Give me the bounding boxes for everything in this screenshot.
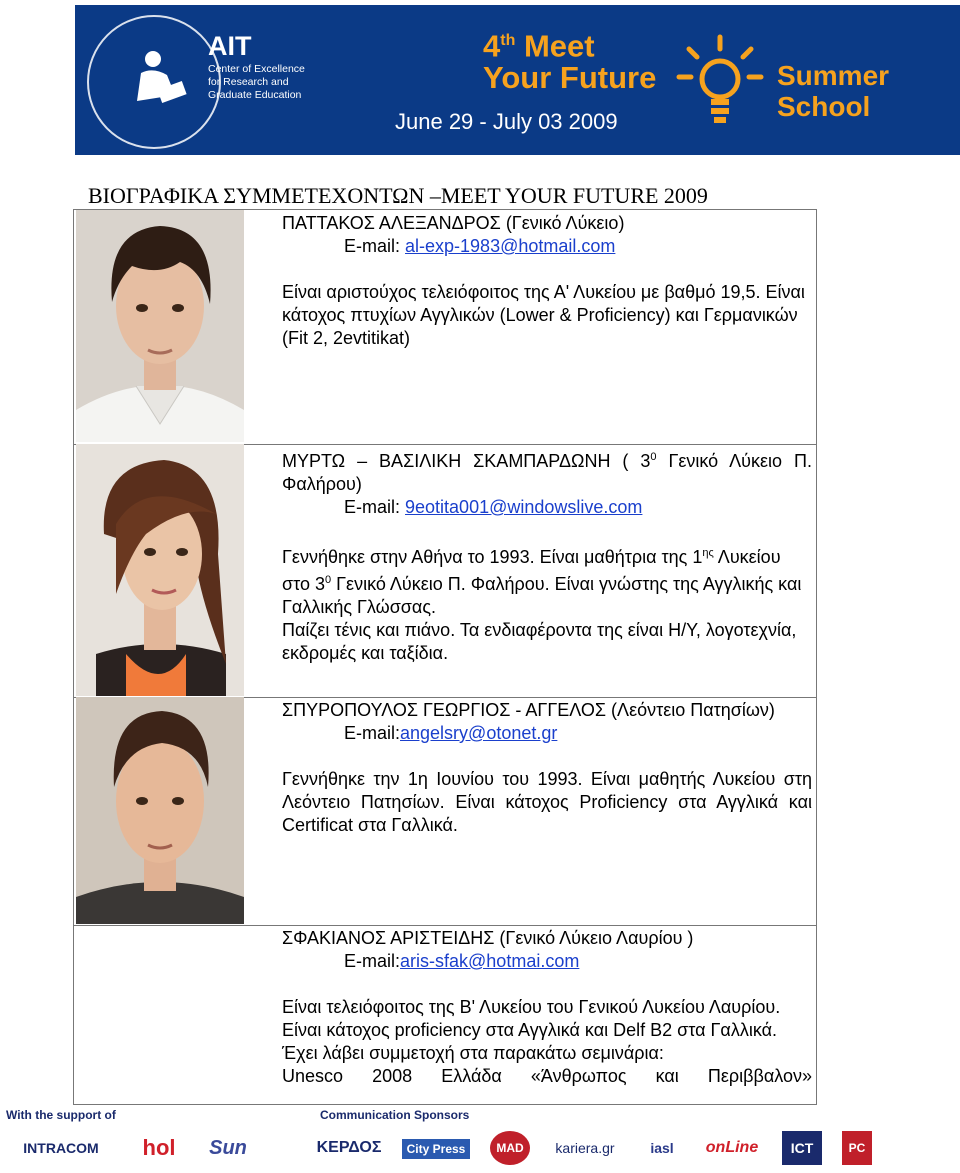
bio-text [282, 699, 812, 837]
sponsor-logo: Sun [209, 1136, 247, 1159]
sponsor-logo: ΚΕΡΔΟΣ [316, 1139, 382, 1156]
bio-description: Γεννήθηκε την 1η Ιουνίου του 1993. Είναι μαθητής Λυκείου στη Λεόντειο Πατησίων. Είναι κάτοχος Proficiency στα Αγγλικά και Certificat στα Γαλλικά. [282, 769, 812, 835]
bio-row [74, 210, 816, 445]
sponsor-logo: ICT [782, 1131, 822, 1165]
bio-email-line: E-mail:aris-sfak@hotmai.com [344, 951, 580, 971]
email-link[interactable]: aris-sfak@hotmai.com [400, 951, 580, 971]
bio-description: Γεννήθηκε στην Αθήνα το 1993. Είναι μαθήτρια της $1^{\eta\varsigma}$ Λυκείου στο $3^0$ Γενικό Λύκειο Π. Φαλήρου. Είναι γνώστης της Αγγλικής και Γαλλικής Γλώσσας. [282, 547, 802, 617]
sponsor-logo: City Press [402, 1139, 470, 1159]
bio-text [282, 927, 812, 1088]
bio-text [282, 212, 812, 350]
summer-school-title: Summer School [777, 60, 890, 122]
document-title: ΒΙΟΓΡΑΦΙΚΑ ΣΥΜΜΕΤΕΧΟΝΤΩΝ –MEET YOUR FUTURE 2009 [88, 183, 708, 208]
email-link[interactable]: angelsry@otonet.gr [400, 723, 558, 743]
support-label: With the support of [6, 1108, 116, 1122]
bio-table [73, 209, 817, 1105]
bio-email-line: E-mail: 9eotita001@windowslive.com [344, 497, 643, 517]
bio-name: ΣΦΑΚΙΑΝΟΣ ΑΡΙΣΤΕΙΔΗΣ (Γενικό Λύκειο Λαυρίου ) [282, 928, 694, 948]
participant-photo [76, 210, 244, 442]
bio-email-line: E-mail:angelsry@otonet.gr [344, 723, 558, 743]
ait-subtitle: Center of Excellence for Research and Graduate Education [208, 63, 305, 101]
bio-row [74, 444, 816, 698]
event-dates: June 29 - July 03 2009 [395, 109, 618, 134]
sponsor-logo: MAD [490, 1131, 530, 1165]
lightbulb-icon [675, 33, 765, 129]
bio-seminar-item: Unesco 2008 Ελλάδα «Άνθρωπος και Περιββαλον» [282, 1066, 812, 1086]
bio-seminars-intro: Έχει λάβει συμμετοχή στα παρακάτω σεμινάρια: [282, 1043, 664, 1063]
sponsor-logo: PC [842, 1131, 872, 1165]
sponsor-logo: kariera.gr [555, 1140, 615, 1156]
participant-photo [76, 697, 244, 924]
email-link[interactable]: al-exp-1983@hotmail.com [405, 236, 616, 256]
meet-your-future-title: 4th Meet Your Future [483, 28, 657, 96]
bio-row [74, 697, 816, 926]
bio-interests: Παίζει τένις και πιάνο. Τα ενδιαφέροντα της είναι Η/Υ, λογοτεχνία, εκδρομές και ταξίδια. [282, 620, 797, 663]
bio-text [282, 446, 812, 665]
ait-title: AIT [208, 31, 252, 61]
bio-row [74, 925, 816, 1106]
bio-name: ΜΥΡΤΩ – ΒΑΣΙΛΙΚΗ ΣΚΑΜΠΑΡΔΩΝΗ ( $3^0$ Γενικό Λύκειο Π. Φαλήρου) [282, 451, 812, 494]
sponsor-logo: iasl [650, 1140, 674, 1156]
participant-photo [76, 444, 244, 696]
sponsors-footer [0, 1105, 960, 1173]
sponsor-logo: hol [142, 1135, 176, 1160]
communication-sponsors-label: Communication Sponsors [320, 1108, 470, 1122]
sponsor-logo: onLine [705, 1139, 759, 1156]
sponsor-logo: INTRACOM [23, 1140, 99, 1156]
bio-name: ΠΑΤΤΑΚΟΣ ΑΛΕΞΑΝΔΡΟΣ (Γενικό Λύκειο) [282, 213, 625, 233]
bio-name: ΣΠΥΡΟΠΟΥΛΟΣ ΓΕΩΡΓΙΟΣ - ΑΓΓΕΛΟΣ (Λεόντειο Πατησίων) [282, 700, 775, 720]
bio-email-line: E-mail: al-exp-1983@hotmail.com [344, 236, 616, 256]
bio-description: Είναι τελειόφοιτος της Β' Λυκείου του Γενικού Λυκείου Λαυρίου. Είναι κάτοχος proficiency στα Αγγλικά και Delf B2 στα Γαλλικά. [282, 997, 781, 1040]
bio-description: Είναι αριστούχος τελειόφοιτος της Α' Λυκείου με βαθμό 19,5. Είναι κάτοχος πτυχίων Αγγλικών (Lower & Proficiency) και Γερμανικών (Fit 2, 2evtitikat) [282, 282, 805, 348]
reading-person-icon [123, 45, 193, 115]
email-link[interactable]: 9eotita001@windowslive.com [405, 497, 643, 517]
header-banner [75, 5, 960, 155]
